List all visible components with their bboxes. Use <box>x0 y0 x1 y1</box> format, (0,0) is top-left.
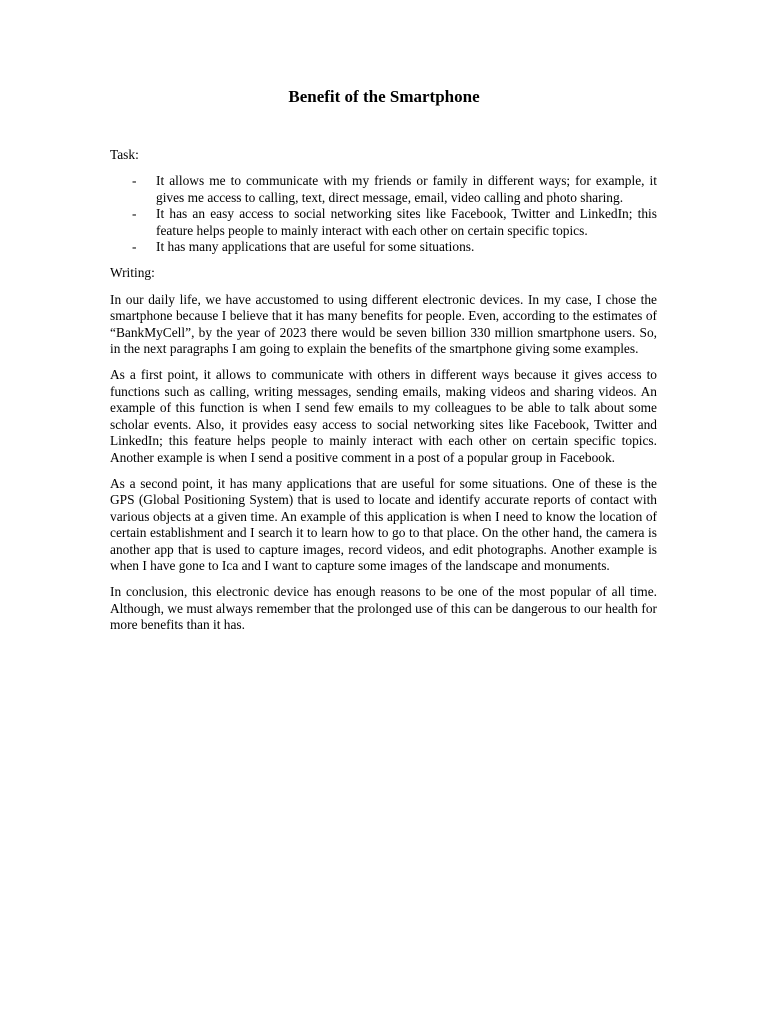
task-item <box>110 206 657 239</box>
paragraph-second-point: As a second point, it has many applications that are useful for some situations. One of these is the GPS (Global Positioning System) that is used to locate and identify accurate reports of contact with various objects at a given time. An example of this application is when I need to know the location of certain establishment and I search it to learn how to go to that place. On the other hand, the camera is another app that is used to capture images, record videos, and edit photographs. Another example is when I have gone to Ica and I want to capture some images of the landscape and monuments. <box>110 475 657 573</box>
writing-label: Writing: <box>110 265 155 281</box>
paragraph-conclusion: In conclusion, this electronic device has enough reasons to be one of the most popular of all time. Although, we must always remember that the prolonged use of this can be dangerous to our health for more benefits than it has. <box>110 584 657 633</box>
task-item-text: It has many applications that are useful for some situations. <box>156 239 475 255</box>
bullet-dash: - <box>132 173 137 189</box>
paragraph-first-point: As a first point, it allows to communicate with others in different ways because it gives access to functions such as calling, writing messages, sending emails, making videos and sharing videos. An example of this function is when I send few emails to my colleagues to be able to talk about some scholar events. Also, it provides easy access to social networking sites like Facebook, Twitter and LinkedIn; this feature helps people to mainly interact with each other on certain specific topics. Another example is when I send a positive comment in a post of a popular group in Facebook. <box>110 367 657 465</box>
task-label: Task: <box>110 147 139 162</box>
task-item-text: It has an easy access to social networking sites like Facebook, Twitter and LinkedIn; this feature helps people to mainly interact with each other on certain specific topics. <box>156 206 657 238</box>
bullet-dash: - <box>132 239 137 255</box>
task-item-text: It allows me to communicate with my friends or family in different ways; for example, it gives me access to calling, text, direct message, email, video calling and photo sharing. <box>156 173 657 205</box>
paragraph-introduction: In our daily life, we have accustomed to using different electronic devices. In my case, I chose the smartphone because I believe that it has many benefits for people. Even, according to the estimates of “BankMyCell”, by the year of 2023 there would be seven billion 330 million smartphone users. So, in the next paragraphs I am going to explain the benefits of the smartphone giving some examples. <box>110 291 657 357</box>
task-item <box>110 173 657 206</box>
bullet-dash: - <box>132 206 137 222</box>
document-body <box>110 147 657 644</box>
task-item <box>110 239 657 255</box>
document-title: Benefit of the Smartphone <box>288 87 480 106</box>
task-list <box>110 173 657 255</box>
